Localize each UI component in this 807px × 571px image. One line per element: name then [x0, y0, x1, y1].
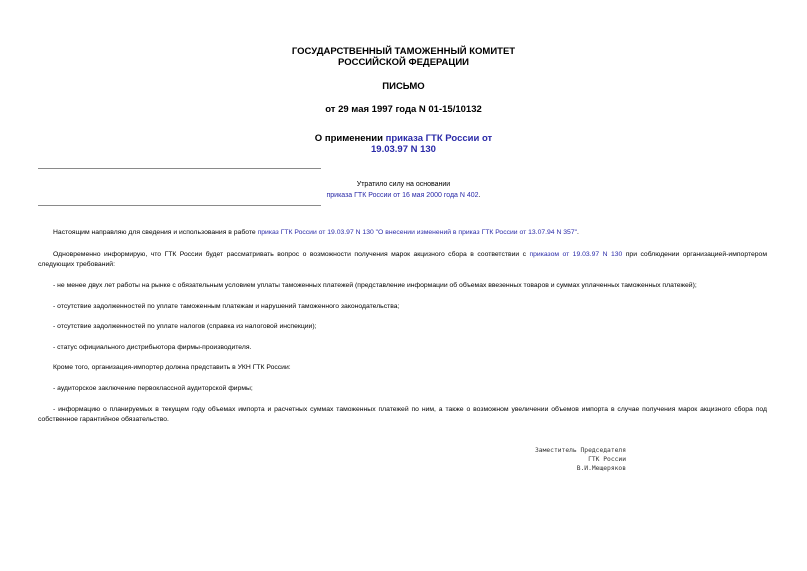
document-date-number: от 29 мая 1997 года N 01-15/10132	[325, 104, 482, 115]
document-subject	[0, 133, 807, 144]
agency-name-line1: ГОСУДАРСТВЕННЫЙ ТАМОЖЕННЫЙ КОМИТЕТ	[291, 46, 516, 57]
paragraph-additional: Кроме того, организация-импортер должна представить в УКН ГТК России:	[53, 364, 291, 371]
divider-bottom	[38, 205, 321, 206]
requirement-item-2: - отсутствие задолженностей по уплате таможенным платежам и нарушений таможенного законодательства;	[53, 303, 400, 310]
signature-name: В.И.Мещеряков	[576, 465, 626, 472]
subject-order-link[interactable]: приказа ГТК России от	[385, 133, 493, 144]
agency-name-line2: РОССИЙСКОЙ ФЕДЕРАЦИИ	[337, 57, 469, 68]
subject-order-link-cont[interactable]: 19.03.97 N 130	[371, 144, 436, 155]
order-130-link[interactable]: приказ ГТК России от 19.03.97 N 130 "О внесении изменений в приказ ГТК России от 13.07.94 N 357"	[257, 229, 578, 236]
divider-top	[38, 168, 321, 169]
repeal-order-link[interactable]: приказа ГТК России от 16 мая 2000 года N 402	[326, 192, 479, 199]
validity-note-line2: приказа ГТК России от 16 мая 2000 года N 402.	[326, 192, 481, 199]
subject-prefix: О применении	[314, 133, 386, 144]
order-130-link-2[interactable]: приказом от 19.03.97 N 130	[529, 251, 623, 258]
requirement-item-4: - статус официального дистрибьютора фирмы-производителя.	[53, 344, 252, 351]
paragraph-intro: Настоящим направляю для сведения и использования в работе приказ ГТК России от 19.03.97 N 130 "О внесении изменений в приказ ГТК России от 13.07.94 N 357".	[53, 229, 579, 236]
document-type: ПИСЬМО	[382, 81, 425, 92]
document-subject-line2	[0, 144, 807, 155]
paragraph-requirements: Одновременно информирую, что ГТК России будет рассматривать вопрос о возможности получения марок акцизного сбора в соответствии с приказом от 19.03.97 N 130 при соблюдении организацией-импортером следующих требований:	[38, 251, 768, 268]
signature-position: Заместитель Председателя	[535, 447, 626, 454]
requirement-item-3: - отсутствие задолженностей по уплате налогов (справка из налоговой инспекции);	[53, 323, 317, 330]
signature-agency: ГТК России	[588, 456, 626, 463]
additional-item-1: - аудиторское заключение первоклассной аудиторской фирмы;	[53, 385, 253, 392]
additional-item-2: - информацию о планируемых в текущем году объемах импорта и расчетных суммах таможенных платежей по ним, а также о возможном увеличении объемов импорта в случае получения марок акцизного сбора под собственное гарантийное обязательство.	[38, 406, 767, 423]
requirement-item-1: - не менее двух лет работы на рынке с обязательным условием уплаты таможенных платежей (представление информации об объемах ввезенных товаров и суммах уплаченных таможенных платежей);	[53, 282, 697, 289]
validity-note-line1: Утратило силу на основании	[356, 181, 451, 188]
